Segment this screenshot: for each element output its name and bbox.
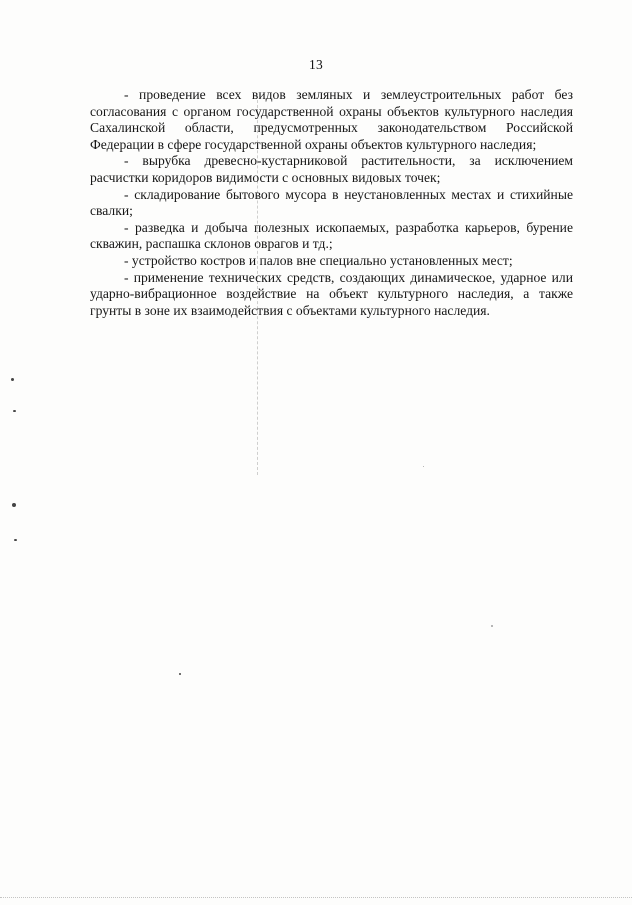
- paragraph-mining: - разведка и добыча полезных ископаемых, разработка карьеров, бурение скважин, распашка склонов оврагов и тд.;: [90, 219, 573, 252]
- scan-speck: [423, 466, 424, 467]
- scan-speck: [11, 378, 14, 381]
- scan-speck: [179, 673, 181, 675]
- scan-edge-line: [0, 897, 632, 898]
- scan-speck: [491, 625, 493, 627]
- paragraph-waste-dumping: - складирование бытового мусора в неустановленных местах и стихийные свалки;: [90, 186, 573, 219]
- page-number: 13: [309, 57, 323, 72]
- paragraph-earthworks: - проведение всех видов земляных и землеустроительных работ без согласования с органом государственной охраны объектов культурного наследия Сахалинской области, предусмотренных законодательством Российской Федерации в сфере государственной охраны объектов культурного наследия;: [90, 87, 573, 152]
- paragraph-vibration: - применение технических средств, создающих динамическое, ударное или ударно-вибрационное воздействие на объект культурного наследия, а также грунты в зоне их взаимодействия с объектами культурного наследия.: [90, 269, 573, 318]
- scan-speck: [13, 410, 16, 412]
- scan-speck: [14, 539, 17, 541]
- scan-speck: [12, 503, 16, 507]
- document-body: [90, 87, 573, 319]
- paragraph-tree-felling: - вырубка древесно-кустарниковой растительности, за исключением расчистки коридоров видимости с основных видовых точек;: [90, 153, 573, 185]
- paragraph-fires: - устройство костров и палов вне специально установленных мест;: [124, 252, 513, 268]
